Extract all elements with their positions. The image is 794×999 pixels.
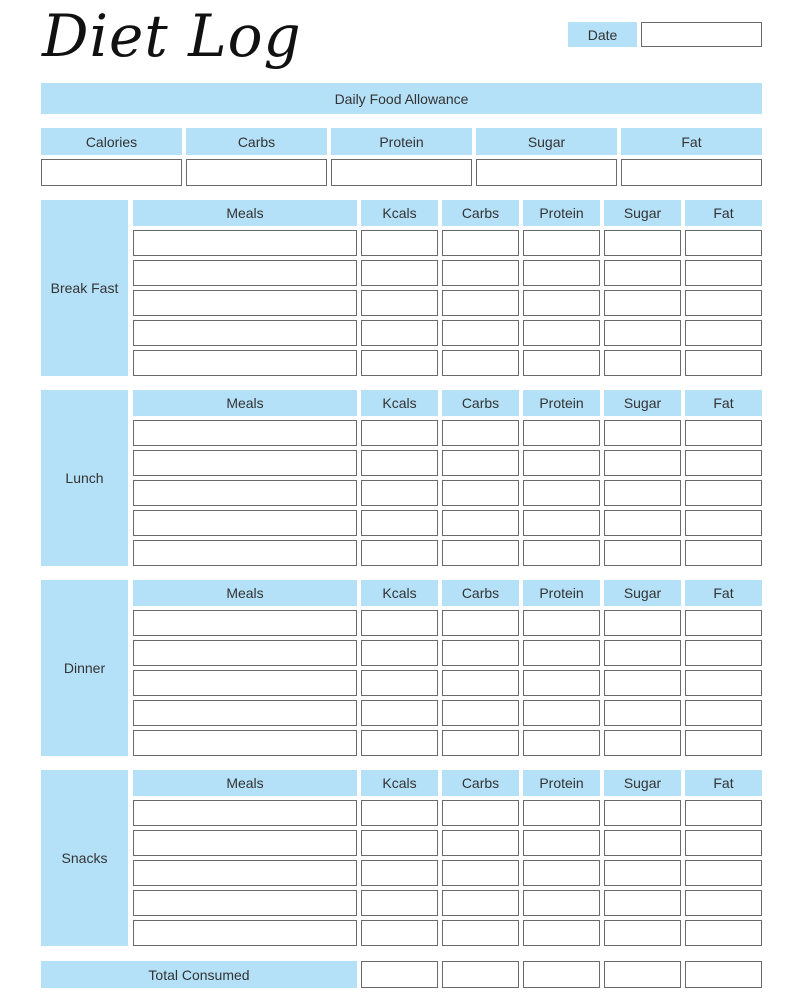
sugar-field[interactable] <box>604 800 681 826</box>
protein-field[interactable] <box>523 350 600 376</box>
page-title: Diet Log <box>42 2 302 70</box>
meal-field[interactable] <box>133 730 357 756</box>
fat-field[interactable] <box>685 480 762 506</box>
protein-field[interactable] <box>523 420 600 446</box>
fat-field[interactable] <box>685 920 762 946</box>
meal-field[interactable] <box>133 640 357 666</box>
sugar-field[interactable] <box>604 860 681 886</box>
allowance-protein-field[interactable] <box>331 159 472 186</box>
total-sugar-field[interactable] <box>604 961 681 988</box>
kcals-field[interactable] <box>361 320 438 346</box>
fat-field[interactable] <box>685 290 762 316</box>
col-header-protein: Protein <box>523 580 600 606</box>
carbs-field[interactable] <box>442 830 519 856</box>
total-carbs-field[interactable] <box>442 961 519 988</box>
fat-field[interactable] <box>685 610 762 636</box>
protein-field[interactable] <box>523 230 600 256</box>
kcals-field[interactable] <box>361 800 438 826</box>
sugar-field[interactable] <box>604 920 681 946</box>
protein-field[interactable] <box>523 730 600 756</box>
date-label: Date <box>568 22 637 47</box>
meal-field[interactable] <box>133 890 357 916</box>
sugar-field[interactable] <box>604 320 681 346</box>
kcals-field[interactable] <box>361 610 438 636</box>
total-fat-field[interactable] <box>685 961 762 988</box>
fat-field[interactable] <box>685 450 762 476</box>
carbs-field[interactable] <box>442 450 519 476</box>
col-header-fat: Fat <box>685 580 762 606</box>
fat-field[interactable] <box>685 420 762 446</box>
kcals-field[interactable] <box>361 510 438 536</box>
kcals-field[interactable] <box>361 700 438 726</box>
fat-field[interactable] <box>685 890 762 916</box>
sugar-field[interactable] <box>604 420 681 446</box>
carbs-field[interactable] <box>442 800 519 826</box>
kcals-field[interactable] <box>361 350 438 376</box>
carbs-field[interactable] <box>442 700 519 726</box>
total-protein-field[interactable] <box>523 961 600 988</box>
carbs-field[interactable] <box>442 480 519 506</box>
col-header-meal: Meals <box>133 770 357 796</box>
fat-field[interactable] <box>685 260 762 286</box>
col-header-sugar: Sugar <box>604 200 681 226</box>
total-kcals-field[interactable] <box>361 961 438 988</box>
col-header-protein: Protein <box>523 770 600 796</box>
meal-field[interactable] <box>133 260 357 286</box>
kcals-field[interactable] <box>361 450 438 476</box>
section-label-break-fast: Break Fast <box>41 200 128 376</box>
sugar-field[interactable] <box>604 260 681 286</box>
col-header-kcals: Kcals <box>361 770 438 796</box>
allowance-fat-field[interactable] <box>621 159 762 186</box>
col-header-kcals: Kcals <box>361 200 438 226</box>
protein-field[interactable] <box>523 800 600 826</box>
protein-field[interactable] <box>523 540 600 566</box>
protein-field[interactable] <box>523 320 600 346</box>
col-header-sugar: Sugar <box>604 390 681 416</box>
meal-field[interactable] <box>133 350 357 376</box>
protein-field[interactable] <box>523 640 600 666</box>
carbs-field[interactable] <box>442 420 519 446</box>
section-label-snacks: Snacks <box>41 770 128 946</box>
carbs-field[interactable] <box>442 320 519 346</box>
sugar-field[interactable] <box>604 670 681 696</box>
meal-field[interactable] <box>133 290 357 316</box>
protein-field[interactable] <box>523 920 600 946</box>
protein-field[interactable] <box>523 610 600 636</box>
sugar-field[interactable] <box>604 610 681 636</box>
col-header-kcals: Kcals <box>361 580 438 606</box>
col-header-meal: Meals <box>133 200 357 226</box>
protein-field[interactable] <box>523 670 600 696</box>
kcals-field[interactable] <box>361 890 438 916</box>
meal-field[interactable] <box>133 700 357 726</box>
kcals-field[interactable] <box>361 860 438 886</box>
carbs-field[interactable] <box>442 860 519 886</box>
fat-field[interactable] <box>685 700 762 726</box>
allowance-col-protein: Protein <box>331 128 472 155</box>
sugar-field[interactable] <box>604 510 681 536</box>
meal-field[interactable] <box>133 480 357 506</box>
kcals-field[interactable] <box>361 290 438 316</box>
col-header-carbs: Carbs <box>442 200 519 226</box>
kcals-field[interactable] <box>361 480 438 506</box>
col-header-protein: Protein <box>523 390 600 416</box>
section-label-lunch: Lunch <box>41 390 128 566</box>
meal-field[interactable] <box>133 320 357 346</box>
sugar-field[interactable] <box>604 540 681 566</box>
meal-field[interactable] <box>133 230 357 256</box>
carbs-field[interactable] <box>442 610 519 636</box>
sugar-field[interactable] <box>604 450 681 476</box>
col-header-fat: Fat <box>685 390 762 416</box>
carbs-field[interactable] <box>442 730 519 756</box>
col-header-protein: Protein <box>523 200 600 226</box>
meal-field[interactable] <box>133 800 357 826</box>
meal-field[interactable] <box>133 610 357 636</box>
carbs-field[interactable] <box>442 640 519 666</box>
sugar-field[interactable] <box>604 890 681 916</box>
section-label-dinner: Dinner <box>41 580 128 756</box>
allowance-col-calories: Calories <box>41 128 182 155</box>
protein-field[interactable] <box>523 290 600 316</box>
allowance-col-carbs: Carbs <box>186 128 327 155</box>
col-header-carbs: Carbs <box>442 770 519 796</box>
kcals-field[interactable] <box>361 260 438 286</box>
protein-field[interactable] <box>523 450 600 476</box>
col-header-carbs: Carbs <box>442 580 519 606</box>
sugar-field[interactable] <box>604 480 681 506</box>
carbs-field[interactable] <box>442 670 519 696</box>
allowance-col-sugar: Sugar <box>476 128 617 155</box>
col-header-fat: Fat <box>685 770 762 796</box>
allowance-col-fat: Fat <box>621 128 762 155</box>
carbs-field[interactable] <box>442 540 519 566</box>
protein-field[interactable] <box>523 890 600 916</box>
sugar-field[interactable] <box>604 290 681 316</box>
meal-field[interactable] <box>133 830 357 856</box>
allowance-calories-field[interactable] <box>41 159 182 186</box>
fat-field[interactable] <box>685 860 762 886</box>
kcals-field[interactable] <box>361 830 438 856</box>
fat-field[interactable] <box>685 640 762 666</box>
carbs-field[interactable] <box>442 890 519 916</box>
fat-field[interactable] <box>685 510 762 536</box>
meal-field[interactable] <box>133 670 357 696</box>
fat-field[interactable] <box>685 350 762 376</box>
date-field[interactable] <box>641 22 762 47</box>
sugar-field[interactable] <box>604 640 681 666</box>
col-header-carbs: Carbs <box>442 390 519 416</box>
fat-field[interactable] <box>685 670 762 696</box>
carbs-field[interactable] <box>442 510 519 536</box>
carbs-field[interactable] <box>442 260 519 286</box>
allowance-sugar-field[interactable] <box>476 159 617 186</box>
meal-field[interactable] <box>133 860 357 886</box>
carbs-field[interactable] <box>442 350 519 376</box>
allowance-carbs-field[interactable] <box>186 159 327 186</box>
col-header-sugar: Sugar <box>604 770 681 796</box>
col-header-fat: Fat <box>685 200 762 226</box>
kcals-field[interactable] <box>361 540 438 566</box>
protein-field[interactable] <box>523 260 600 286</box>
col-header-kcals: Kcals <box>361 390 438 416</box>
sugar-field[interactable] <box>604 230 681 256</box>
col-header-meal: Meals <box>133 580 357 606</box>
col-header-meal: Meals <box>133 390 357 416</box>
daily-allowance-header: Daily Food Allowance <box>41 83 762 114</box>
fat-field[interactable] <box>685 830 762 856</box>
protein-field[interactable] <box>523 480 600 506</box>
fat-field[interactable] <box>685 730 762 756</box>
kcals-field[interactable] <box>361 640 438 666</box>
sugar-field[interactable] <box>604 700 681 726</box>
carbs-field[interactable] <box>442 230 519 256</box>
meal-field[interactable] <box>133 510 357 536</box>
fat-field[interactable] <box>685 230 762 256</box>
fat-field[interactable] <box>685 320 762 346</box>
protein-field[interactable] <box>523 860 600 886</box>
meal-field[interactable] <box>133 540 357 566</box>
protein-field[interactable] <box>523 830 600 856</box>
meal-field[interactable] <box>133 420 357 446</box>
kcals-field[interactable] <box>361 420 438 446</box>
fat-field[interactable] <box>685 800 762 826</box>
sugar-field[interactable] <box>604 730 681 756</box>
meal-field[interactable] <box>133 920 357 946</box>
col-header-sugar: Sugar <box>604 580 681 606</box>
kcals-field[interactable] <box>361 230 438 256</box>
sugar-field[interactable] <box>604 830 681 856</box>
carbs-field[interactable] <box>442 290 519 316</box>
protein-field[interactable] <box>523 510 600 536</box>
meal-field[interactable] <box>133 450 357 476</box>
total-consumed-label: Total Consumed <box>41 961 357 988</box>
carbs-field[interactable] <box>442 920 519 946</box>
fat-field[interactable] <box>685 540 762 566</box>
kcals-field[interactable] <box>361 730 438 756</box>
protein-field[interactable] <box>523 700 600 726</box>
kcals-field[interactable] <box>361 920 438 946</box>
kcals-field[interactable] <box>361 670 438 696</box>
sugar-field[interactable] <box>604 350 681 376</box>
